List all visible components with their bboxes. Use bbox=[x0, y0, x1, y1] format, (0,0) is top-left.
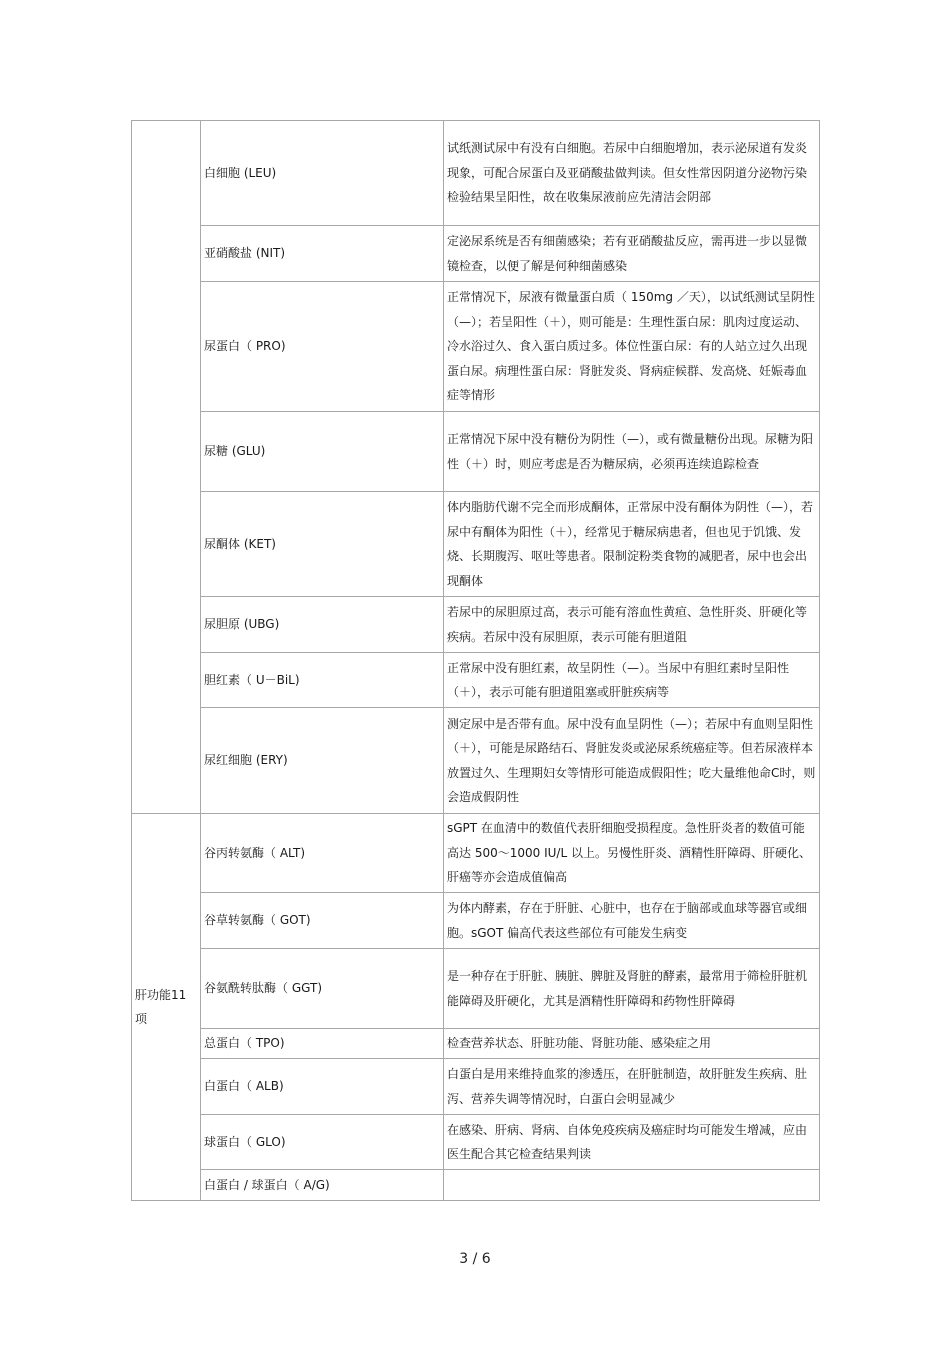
item-name: 谷草转氨酶（ GOT) bbox=[201, 893, 444, 949]
item-description bbox=[444, 1170, 820, 1201]
item-description: 正常情况下尿中没有糖份为阴性（—），或有微量糖份出现。尿糖为阳性（＋）时，则应考虑是否为糖尿病，必须再连续追踪检查 bbox=[444, 412, 820, 492]
table-row bbox=[132, 708, 820, 814]
item-description: 为体内酵素，存在于肝脏、心脏中，也存在于脑部或血球等器官或细胞。sGOT 偏高代表这些部位有可能发生病变 bbox=[444, 893, 820, 949]
item-name: 球蛋白（ GLO) bbox=[201, 1115, 444, 1170]
item-description: 定泌尿系统是否有细菌感染；若有亚硝酸盐反应，需再进一步以显微镜检查，以便了解是何种细菌感染 bbox=[444, 226, 820, 282]
item-description: 在感染、肝病、肾病、自体免疫疾病及癌症时均可能发生增减，应由医生配合其它检查结果判读 bbox=[444, 1115, 820, 1170]
table-row bbox=[132, 492, 820, 597]
item-description: 测定尿中是否带有血。尿中没有血呈阴性（—）；若尿中有血则呈阳性（＋），可能是尿路结石、肾脏发炎或泌尿系统癌症等。但若尿液样本放置过久、生理期妇女等情形可能造成假阳性；吃大量维他命C时，则会造成假阴性 bbox=[444, 708, 820, 814]
table-row bbox=[132, 412, 820, 492]
table-row bbox=[132, 653, 820, 708]
table-row bbox=[132, 226, 820, 282]
item-description: sGPT 在血清中的数值代表肝细胞受损程度。急性肝炎者的数值可能高达 500～1000 IU/L 以上。另慢性肝炎、酒精性肝障碍、肝硬化、肝癌等亦会造成值偏高 bbox=[444, 814, 820, 893]
item-description: 白蛋白是用来维持血浆的渗透压，在肝脏制造，故肝脏发生疾病、肚泻、营养失调等情况时，白蛋白会明显减少 bbox=[444, 1059, 820, 1115]
item-name: 谷丙转氨酶（ ALT) bbox=[201, 814, 444, 893]
item-description: 试纸测试尿中有没有白细胞。若尿中白细胞增加，表示泌尿道有发炎现象，可配合尿蛋白及亚硝酸盐做判读。但女性常因阴道分泌物污染检验结果呈阳性，故在收集尿液前应先清洁会阴部 bbox=[444, 121, 820, 226]
item-name: 胆红素（ U－BiL) bbox=[201, 653, 444, 708]
item-name: 尿糖 (GLU) bbox=[201, 412, 444, 492]
item-description: 体内脂肪代谢不完全而形成酮体，正常尿中没有酮体为阴性（—），若尿中有酮体为阳性（＋），经常见于糖尿病患者，但也见于饥饿、发烧、长期腹泻、呕吐等患者。限制淀粉类食物的减肥者，尿中也会出现酮体 bbox=[444, 492, 820, 597]
item-description: 正常情况下，尿液有微量蛋白质（ 150mg ／天），以试纸测试呈阴性（—）；若呈阳性（＋），则可能是：生理性蛋白尿：肌肉过度运动、冷水浴过久、食入蛋白质过多。体位性蛋白尿：有的人站立过久出现蛋白尿。病理性蛋白尿：肾脏发炎、肾病症候群、发高烧、妊娠毒血症等情形 bbox=[444, 282, 820, 412]
item-name: 白蛋白（ ALB) bbox=[201, 1059, 444, 1115]
item-description: 是一种存在于肝脏、胰脏、脾脏及肾脏的酵素，最常用于筛检肝脏机能障碍及肝硬化，尤其是酒精性肝障碍和药物性肝障碍 bbox=[444, 949, 820, 1029]
item-name: 谷氨酰转肽酶（ GGT) bbox=[201, 949, 444, 1029]
table-row bbox=[132, 121, 820, 226]
table-row bbox=[132, 1170, 820, 1201]
table-row bbox=[132, 282, 820, 412]
page-number: 3 / 6 bbox=[459, 1251, 491, 1267]
item-description: 若尿中的尿胆原过高，表示可能有溶血性黄疸、急性肝炎、肝硬化等疾病。若尿中没有尿胆原，表示可能有胆道阻 bbox=[444, 597, 820, 653]
category-cell-urine bbox=[132, 121, 201, 814]
table-row bbox=[132, 949, 820, 1029]
item-name: 亚硝酸盐 (NIT) bbox=[201, 226, 444, 282]
item-description: 正常尿中没有胆红素，故呈阴性（—）。当尿中有胆红素时呈阳性（＋），表示可能有胆道阻塞或肝脏疾病等 bbox=[444, 653, 820, 708]
table-row bbox=[132, 1115, 820, 1170]
item-description: 检查营养状态、肝脏功能、肾脏功能、感染症之用 bbox=[444, 1029, 820, 1059]
table-row bbox=[132, 1059, 820, 1115]
item-name: 白细胞 (LEU) bbox=[201, 121, 444, 226]
table-row bbox=[132, 814, 820, 893]
item-name: 白蛋白 / 球蛋白（ A/G) bbox=[201, 1170, 444, 1201]
item-name: 尿红细胞 (ERY) bbox=[201, 708, 444, 814]
item-name: 尿酮体 (KET) bbox=[201, 492, 444, 597]
item-name: 尿蛋白（ PRO) bbox=[201, 282, 444, 412]
table-row bbox=[132, 1029, 820, 1059]
item-name: 总蛋白（ TPO) bbox=[201, 1029, 444, 1059]
test-table bbox=[131, 120, 820, 1201]
category-cell-liver: 肝功能11项 bbox=[132, 814, 201, 1201]
table-row bbox=[132, 597, 820, 653]
table-row bbox=[132, 893, 820, 949]
item-name: 尿胆原 (UBG) bbox=[201, 597, 444, 653]
